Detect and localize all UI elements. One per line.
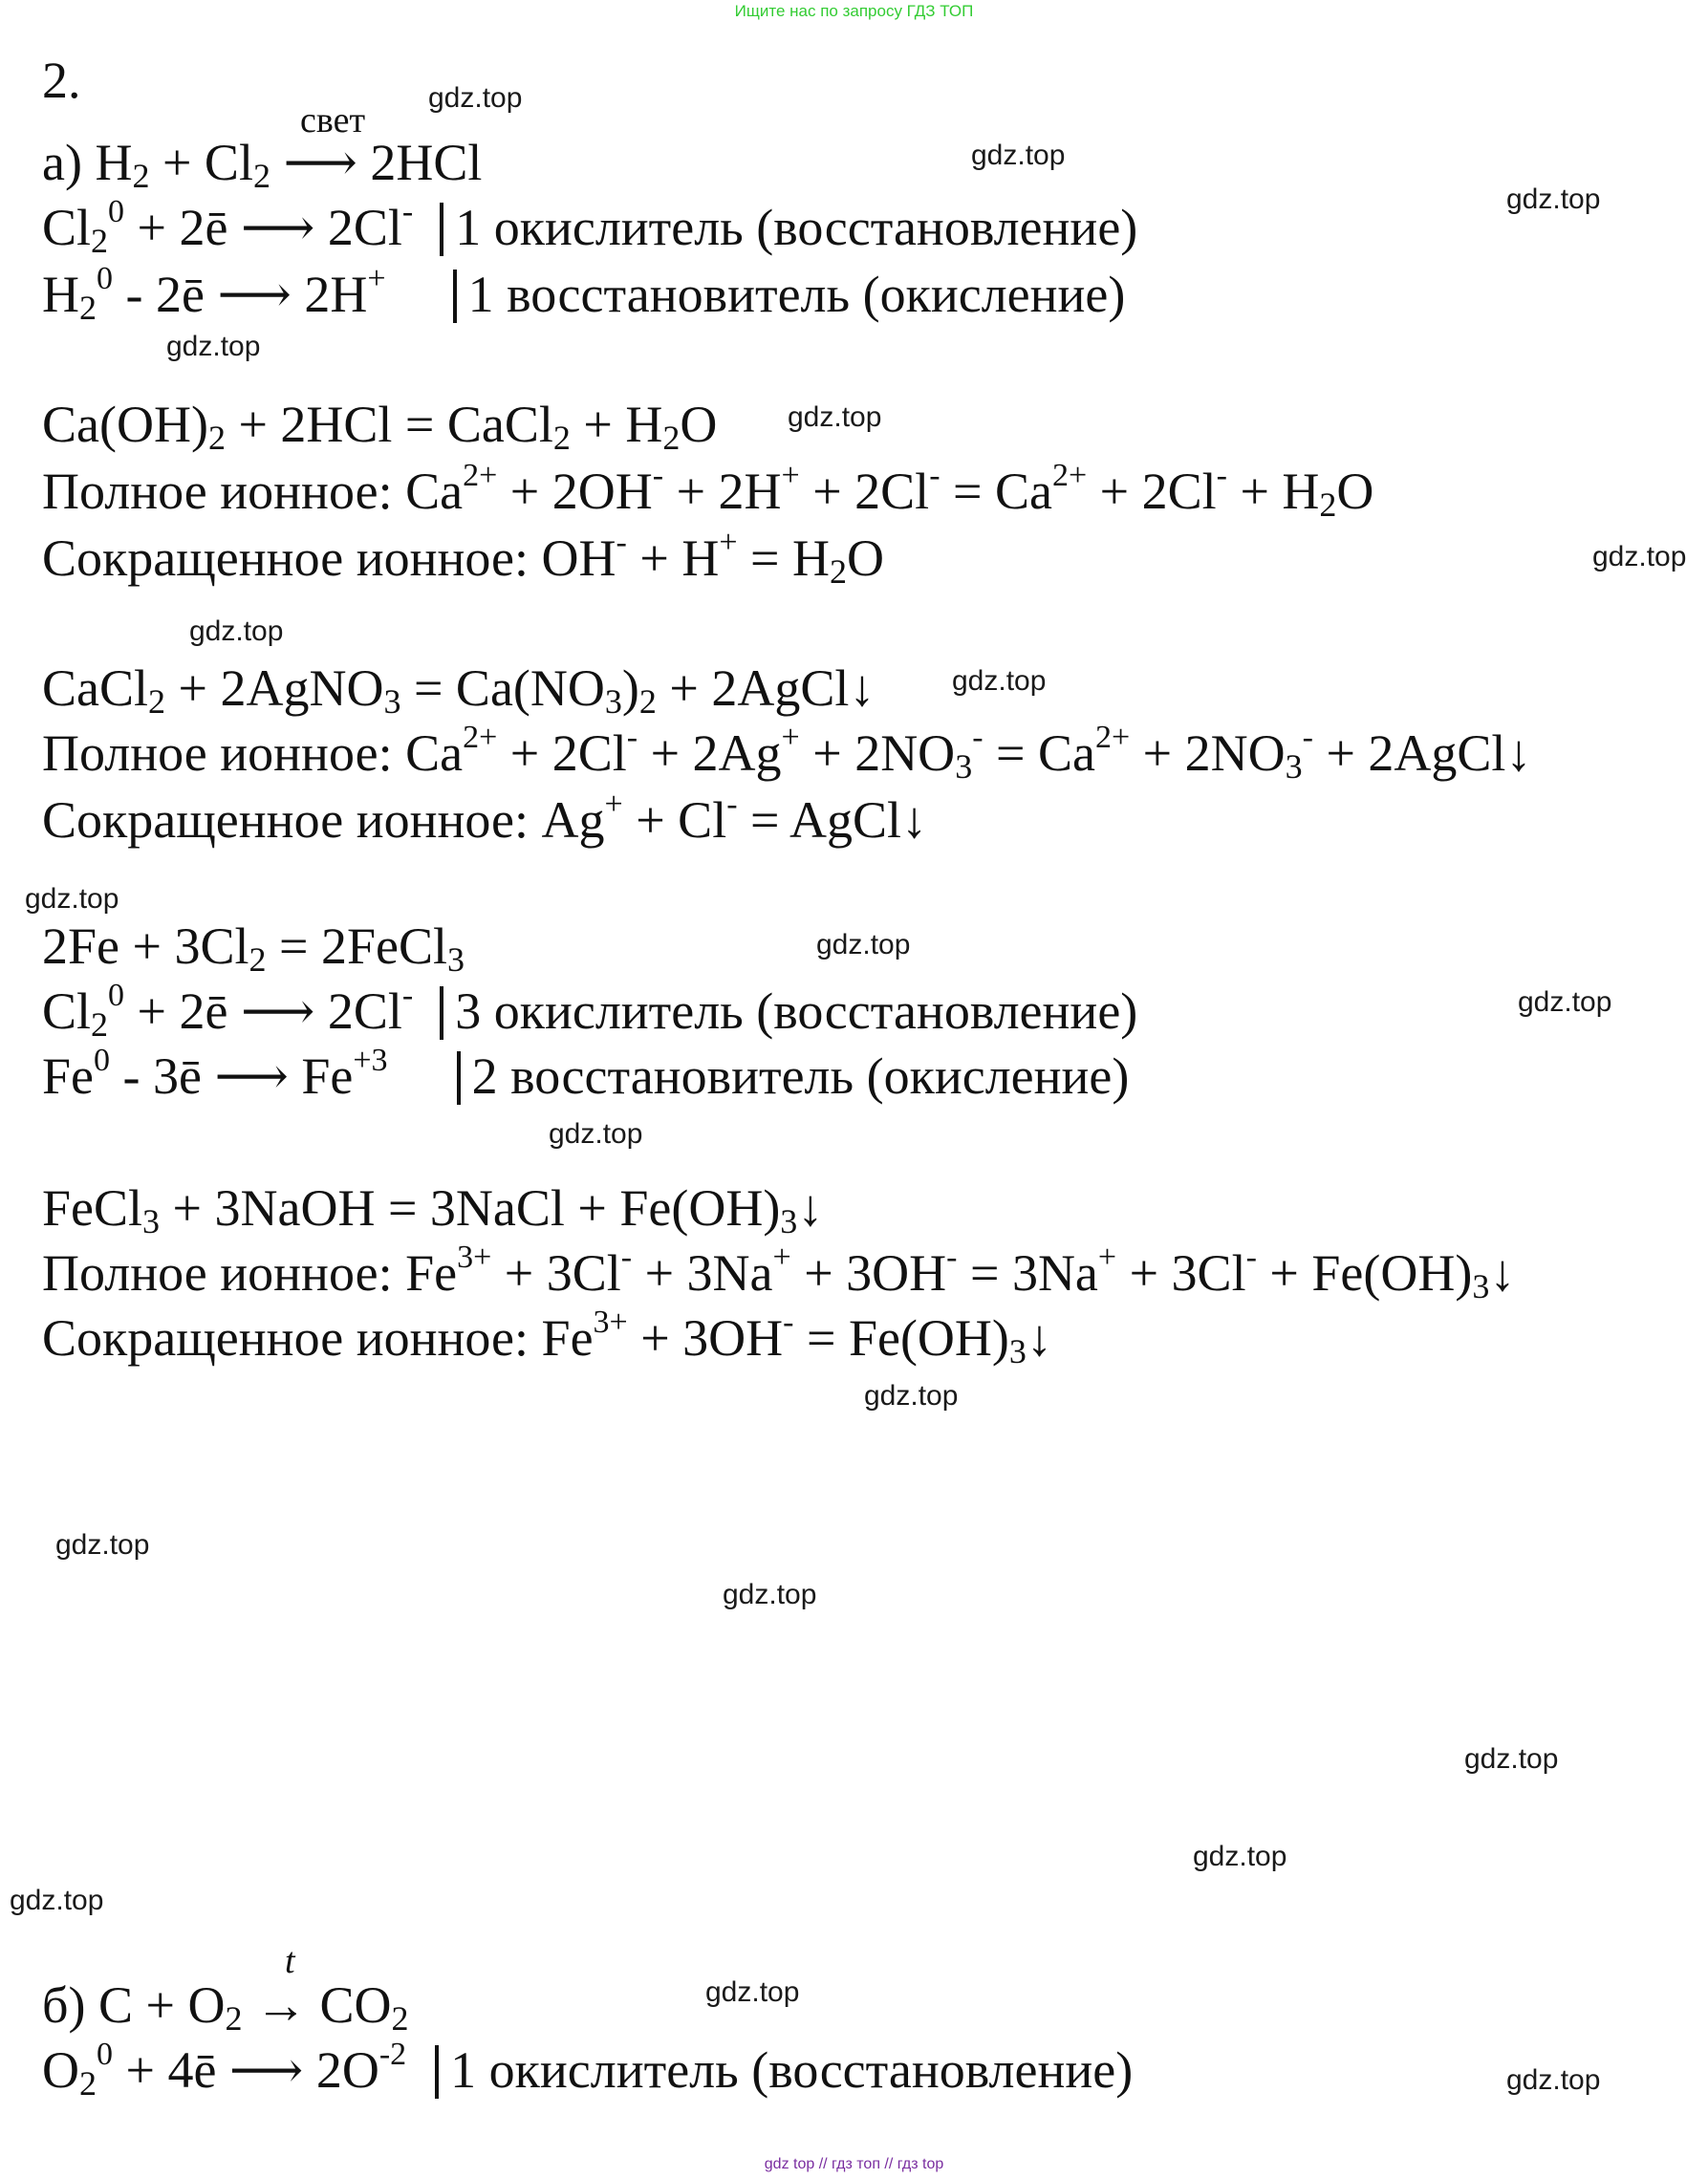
watermark: gdz.top: [816, 929, 911, 960]
equation-a2: $Ca(OH)_2 + 2HCl$ = CaCl$_2$ + $H_2O$: [42, 396, 718, 457]
equation-a2-short-ionic: Сокращенное ионное: $OH^- + H^+ = H_2O$: [42, 525, 884, 591]
watermark: gdz.top: [788, 401, 882, 433]
equation-a5-short-ionic: Сокращенное ионное: $Fe^{3+} + 3OH^-$ = $Fe(OH)_3↓$: [42, 1305, 1052, 1370]
watermark: gdz.top: [952, 665, 1047, 697]
watermark: gdz.top: [428, 82, 523, 114]
watermark: gdz.top: [705, 1976, 800, 2008]
watermark: gdz.top: [1506, 183, 1601, 215]
balance-bar: [453, 270, 457, 323]
equation-a3-short-ionic: Сокращенное ионное: Ag+ + Cl- = AgCl↓: [42, 787, 928, 849]
watermark: gdz.top: [549, 1118, 643, 1150]
equation-a3-full-ionic: Полное ионное: $Ca^{2+} + 2Cl^- + 2Ag^+ + 2NO_3^- = Ca^{2+} + 2NO_3^-$ + 2AgCl↓: [42, 720, 1532, 786]
watermark: gdz.top: [189, 615, 284, 647]
top-banner[interactable]: Ищите нас по запросу ГДЗ ТОП: [734, 2, 974, 20]
bottom-banner[interactable]: gdz top // гдз топ // гдз top: [764, 2156, 944, 2172]
watermark: gdz.top: [864, 1380, 959, 1412]
equation-a4: $2Fe + 3Cl_2$ = 2FeCl$_3$: [42, 917, 465, 979]
equation-a1: а) $H_2 + Cl_2$ ⟶ 2HCl: [42, 134, 483, 195]
task-number: 2.: [42, 52, 81, 109]
balance-bar: [435, 2045, 439, 2099]
reaction-condition-light: свет: [300, 100, 366, 140]
watermark: gdz.top: [166, 331, 261, 362]
watermark: gdz.top: [723, 1579, 817, 1610]
electron-balance-a4-row2: Fe$^0$ - 3ē ⟶ $Fe^{+3}$ 2 восстановитель (окисление): [42, 1043, 1130, 1105]
watermark: gdz.top: [1506, 2064, 1601, 2096]
equation-a2-full-ionic: Полное ионное: $Ca^{2+} + 2OH^- + 2H^+ + 2Cl^- = Ca^{2+} + 2Cl^- + H_2O$: [42, 458, 1374, 524]
electron-balance-b1-row1: $O_2^0$ + 4ē ⟶ $2O^{-2}$ 1 окислитель (восстановление): [42, 2037, 1134, 2103]
watermark: gdz.top: [25, 883, 119, 915]
equation-b1: б) $C + O_2 \to CO_2$: [42, 1976, 409, 2038]
reaction-condition-temperature: t: [285, 1941, 295, 1981]
watermark: gdz.top: [1193, 1841, 1287, 1872]
watermark: gdz.top: [1592, 541, 1687, 572]
equation-a3: CaCl$_2$ + 2AgNO$_3$ = $Ca(NO_3)_2$ + 2AgCl↓: [42, 659, 876, 721]
electron-balance-a1-row2: $H_2^0$ - 2ē ⟶ 2H+ 1 восстановитель (окисление): [42, 261, 1126, 327]
balance-bar: [440, 986, 443, 1040]
watermark: gdz.top: [1518, 986, 1612, 1018]
watermark: gdz.top: [55, 1529, 150, 1561]
watermark: gdz.top: [10, 1885, 104, 1916]
balance-bar: [457, 1051, 461, 1105]
balance-bar: [440, 203, 443, 256]
electron-balance-a4-row1: $Cl_2^0$ + 2ē ⟶ 2Cl- 3 окислитель (восстановление): [42, 978, 1138, 1044]
watermark: gdz.top: [971, 140, 1066, 171]
electron-balance-a1-row1: $Cl_2^0$ + 2ē ⟶ 2Cl- 1 окислитель (восстановление): [42, 194, 1138, 260]
equation-a5-full-ionic: Полное ионное: $Fe^{3+} + 3Cl^- + 3Na^+ + 3OH^- = 3Na^+ + 3Cl^-$ + $Fe(OH)_3↓$: [42, 1240, 1516, 1305]
watermark: gdz.top: [1464, 1743, 1559, 1775]
equation-a5: FeCl$_3$ + 3NaOH = 3NaCl + $Fe(OH)_3↓$: [42, 1179, 824, 1241]
